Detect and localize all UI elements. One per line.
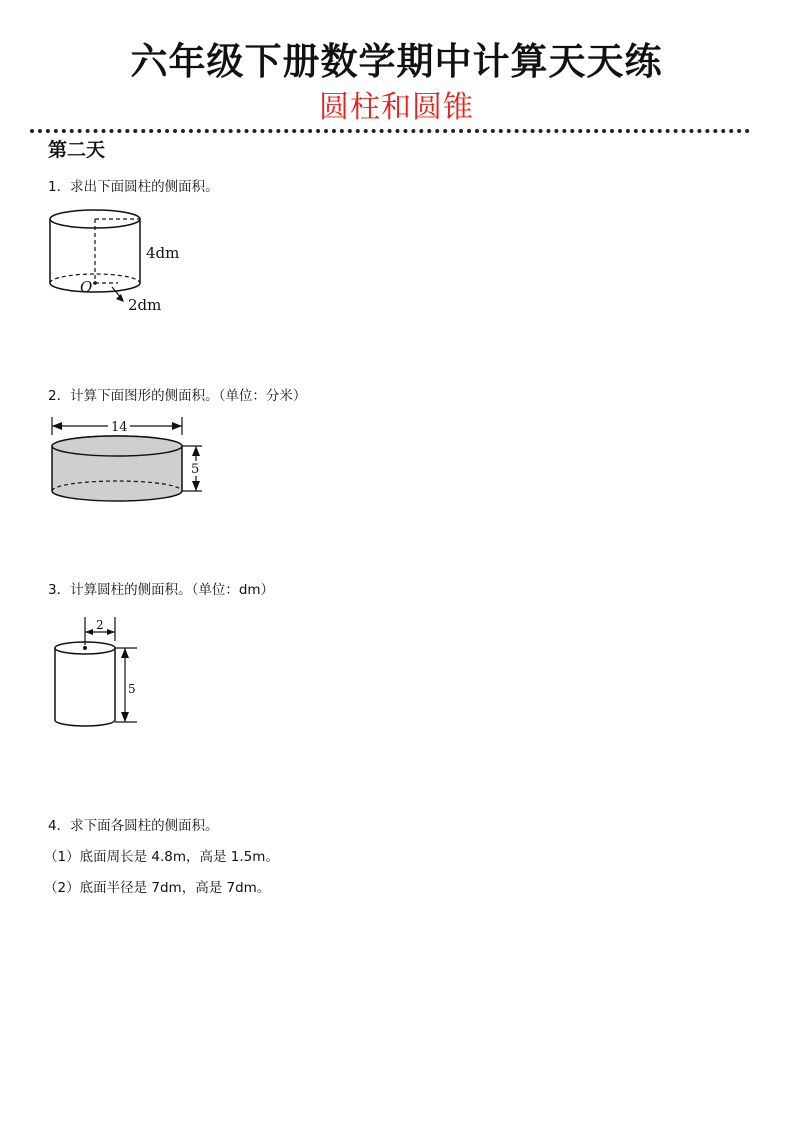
question-1-text: 1．求出下面圆柱的侧面积。 xyxy=(48,179,219,195)
day-label: 第二天 xyxy=(48,139,106,161)
question-4-sub-item-2: （2）底面半径是 7dm，高是 7dm。 xyxy=(44,880,271,896)
question-1-height-label: 4dm xyxy=(146,244,180,262)
question-1-radius-label: 2dm xyxy=(128,296,162,314)
question-2-text: 2．计算下面图形的侧面积。（单位：分米） xyxy=(48,388,307,404)
question-2-height-label: 5 xyxy=(191,462,200,477)
dotted-divider xyxy=(30,129,750,133)
question-2-cylinder-figure xyxy=(40,413,220,513)
question-4-sub-item-1: （1）底面周长是 4.8m，高是 1.5m。 xyxy=(44,849,279,865)
question-3-text: 3．计算圆柱的侧面积。（单位：dm） xyxy=(48,582,275,598)
page-subtitle: 圆柱和圆锥 xyxy=(319,90,474,125)
question-2-diameter-label: 14 xyxy=(111,420,128,435)
question-1-cylinder-figure xyxy=(40,203,200,318)
question-4-text: 4．求下面各圆柱的侧面积。 xyxy=(48,818,219,834)
page-title: 六年级下册数学期中计算天天练 xyxy=(130,40,663,83)
question-1-center-label: O xyxy=(80,278,93,296)
question-3-height-label: 5 xyxy=(128,682,136,696)
question-3-radius-label: 2 xyxy=(96,618,104,632)
question-3-cylinder-figure xyxy=(45,615,155,733)
